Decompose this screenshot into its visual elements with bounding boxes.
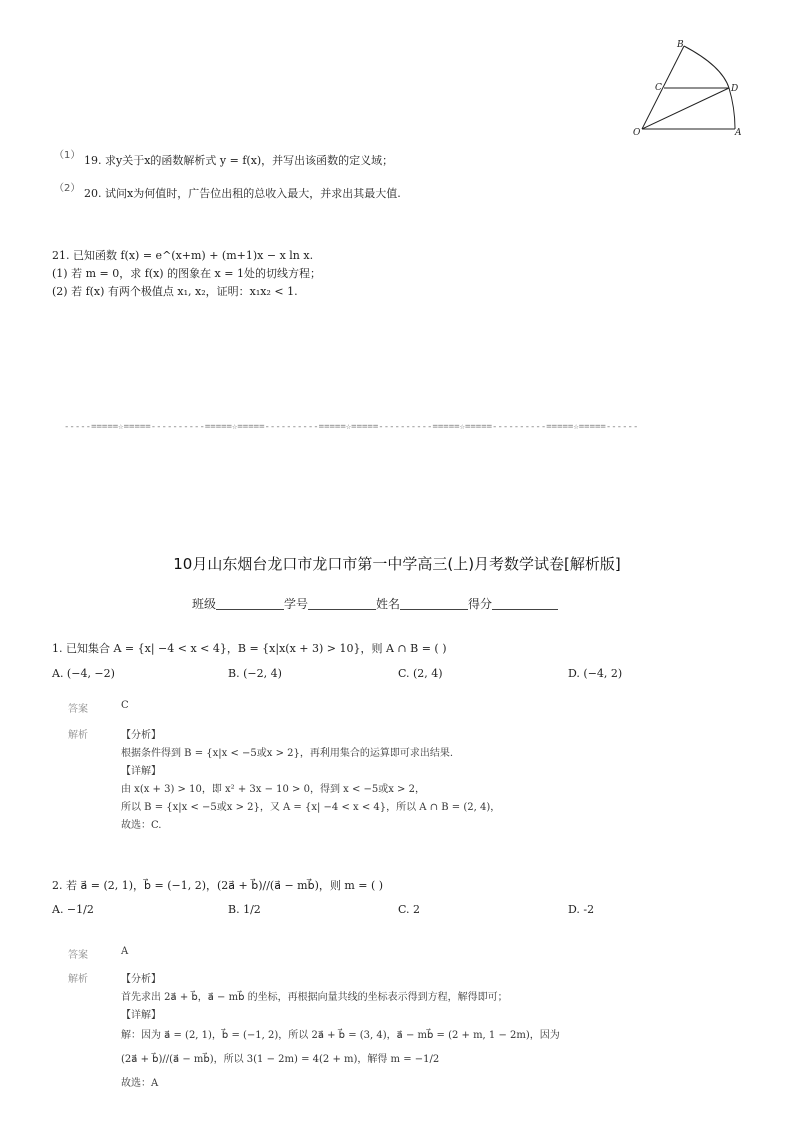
student-info-fields — [192, 595, 558, 612]
q1-analysis-line: 所以 B = {x|x < −5或x > 2}，又 A = {x| −4 < x < 4}，所以 A ∩ B = (2, 4)， — [121, 802, 501, 813]
label-C: C — [655, 83, 662, 93]
class-label: 班级 — [192, 597, 217, 611]
q1-answer: C — [121, 700, 129, 711]
q2-analysis-line: 【详解】 — [121, 1010, 161, 1021]
q1-option-d: D. (−4, 2) — [568, 667, 623, 680]
page-separator: -----=====☆=====----------=====☆=====----------=====☆=====----------=====☆=====----------=====☆=====------ — [64, 422, 639, 432]
label-O: O — [633, 128, 641, 138]
q1-analysis-line: 根据条件得到 B = {x|x < −5或x > 2}，再利用集合的运算即可求出结果. — [121, 748, 454, 759]
q19-text: 19. 求y关于x的函数解析式 y = f(x)，并写出该函数的定义域； — [84, 154, 394, 167]
q2-option-b: B. 1/2 — [228, 903, 261, 916]
score-label: 得分 — [468, 597, 493, 611]
name-label: 姓名 — [376, 597, 401, 611]
q21-part1: (1) 若 m = 0，求 f(x) 的图象在 x = 1处的切线方程； — [52, 267, 321, 280]
q2-option-c: C. 2 — [398, 903, 421, 916]
q2-analysis-line: 首先求出 2a⃗ + b⃗，a⃗ − mb⃗ 的坐标，再根据向量共线的坐标表示得到方程，解得即可； — [121, 992, 508, 1003]
q1-stem: 1. 已知集合 A = {x| −4 < x < 4}，B = {x|x(x + 3) > 10}，则 A ∩ B = ( ) — [52, 642, 447, 655]
student-id-label: 学号 — [284, 597, 309, 611]
q21-stem: 21. 已知函数 f(x) = e^(x+m) + (m+1)x − x ln x. — [52, 249, 314, 262]
line-OD — [642, 88, 729, 129]
class-field[interactable] — [216, 597, 284, 610]
q19-part-number: （1） — [54, 150, 81, 161]
q1-option-a: A. (−4, −2) — [52, 667, 115, 680]
q2-analysis-line: 解：因为 a⃗ = (2, 1)，b⃗ = (−1, 2)，所以 2a⃗ + b⃗ = (3, 4)，a⃗ − mb⃗ = (2 + m, 1 − 2m)，因为 — [121, 1030, 560, 1041]
geometry-figure — [625, 38, 755, 138]
q2-answer-label: 答案 — [68, 950, 88, 961]
q2-analysis-line: 【分析】 — [121, 974, 161, 985]
name-field[interactable] — [400, 597, 468, 610]
q1-option-c: C. (2, 4) — [398, 667, 443, 680]
label-A: A — [735, 128, 742, 138]
student-id-field[interactable] — [308, 597, 376, 610]
q21-part2: (2) 若 f(x) 有两个极值点 x₁, x₂，证明：x₁x₂ < 1. — [52, 285, 298, 298]
q1-answer-label: 答案 — [68, 704, 88, 715]
q1-analysis-line: 由 x(x + 3) > 10，即 x² + 3x − 10 > 0，得到 x < −5或x > 2， — [121, 784, 425, 795]
q1-analysis-line: 【详解】 — [121, 766, 161, 777]
q1-analysis-line: 【分析】 — [121, 730, 161, 741]
q2-analysis-line: 故选：A — [121, 1078, 159, 1089]
q20-text: 20. 试问x为何值时，广告位出租的总收入最大，并求出其最大值. — [84, 187, 401, 200]
q2-analysis-line: (2a⃗ + b⃗)//(a⃗ − mb⃗)，所以 3(1 − 2m) = 4(2 + m)，解得 m = −1/2 — [121, 1054, 440, 1065]
label-B: B — [677, 40, 684, 50]
label-D: D — [731, 84, 739, 94]
q20-part-number: （2） — [54, 183, 81, 194]
q2-option-d: D. -2 — [568, 903, 595, 916]
exam-title: 10月山东烟台龙口市龙口市第一中学高三(上)月考数学试卷[解析版] — [173, 555, 621, 573]
q2-option-a: A. −1/2 — [52, 903, 94, 916]
q2-answer: A — [121, 946, 129, 957]
q1-option-b: B. (−2, 4) — [228, 667, 282, 680]
q2-stem: 2. 若 a⃗ = (2, 1)，b⃗ = (−1, 2)，(2a⃗ + b⃗)//(a⃗ − mb⃗)，则 m = ( ) — [52, 879, 384, 892]
score-field[interactable] — [492, 597, 558, 610]
q1-analysis-label: 解析 — [68, 730, 88, 741]
q2-analysis-label: 解析 — [68, 974, 88, 985]
q1-analysis-line: 故选：C. — [121, 820, 162, 831]
